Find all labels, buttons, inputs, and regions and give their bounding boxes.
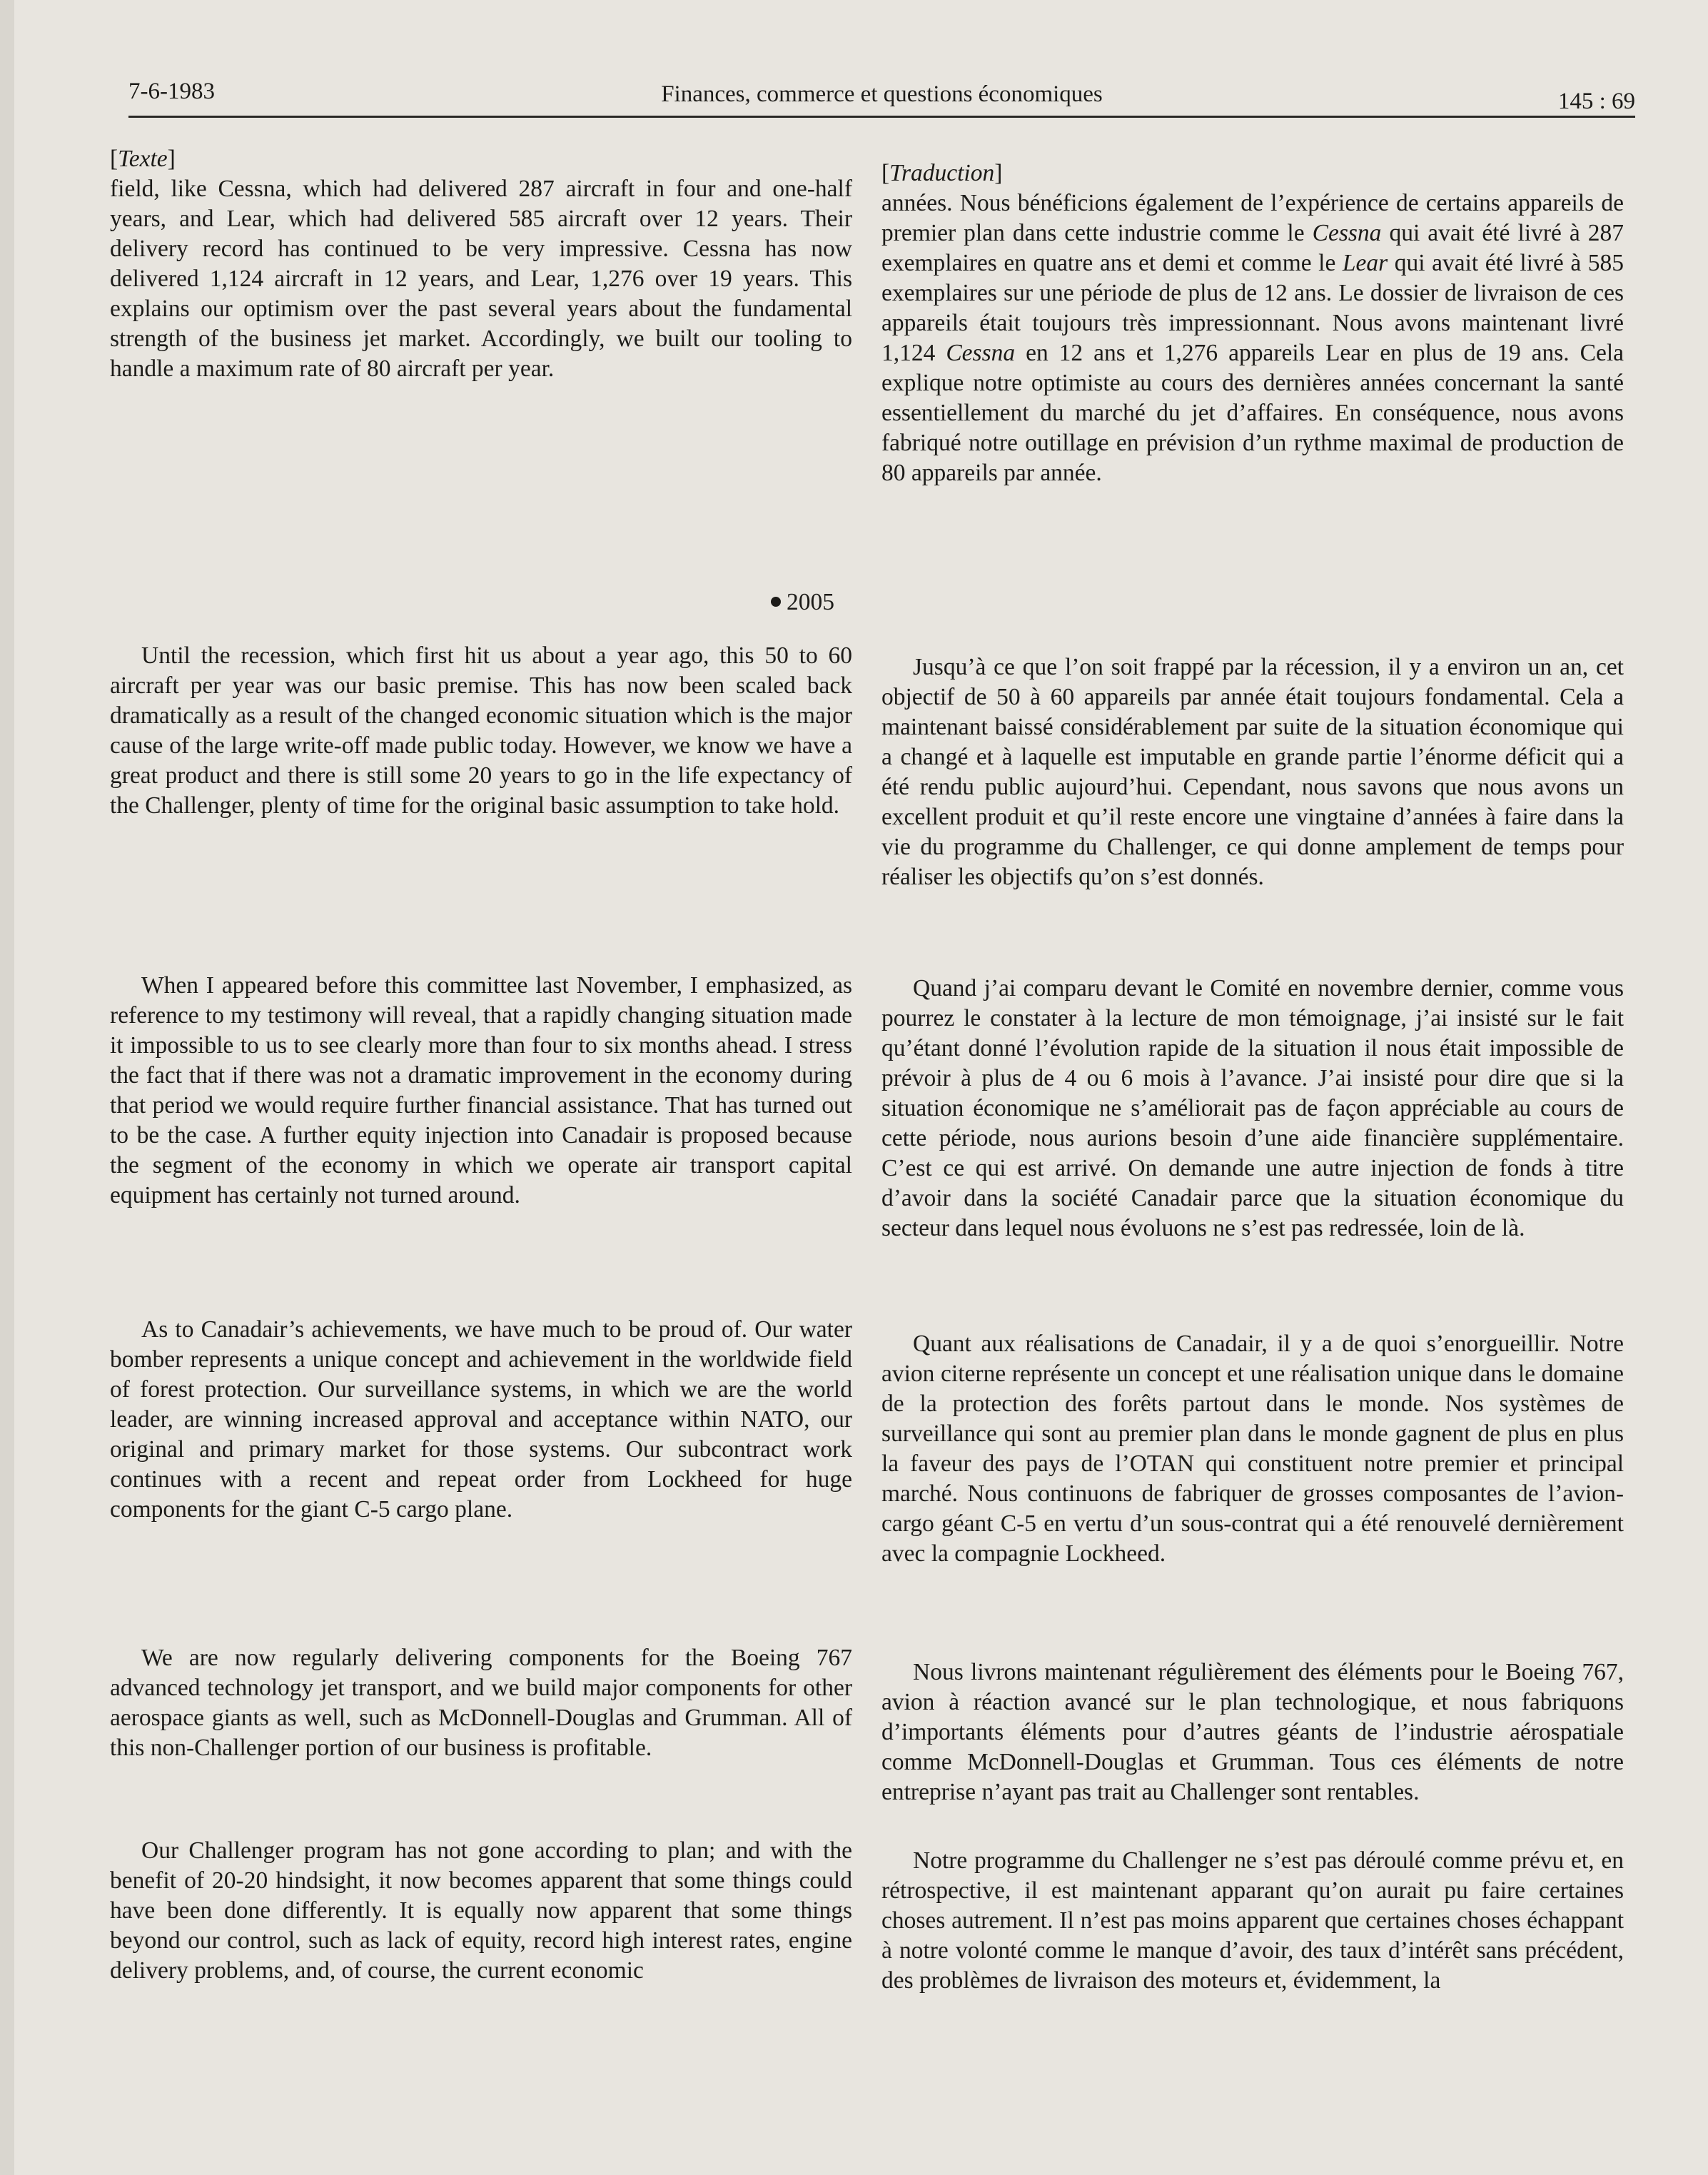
english-paragraph-1: field, like Cessna, which had delivered 287 aircraft in four and one-half years, and Lear, which had delivered 585 aircraft over 12 years. Their delivery record has continued to be very impressive. Cessna has now delivered 1,124 aircraft in 12 years, and Lear, 1,276 over 19 years. This explains our optimism over the past several years about the fundamental strength of the business jet market. Accordingly, we built our tooling to handle a maximum rate of 80 aircraft per year. — [110, 176, 852, 382]
english-paragraph-4: As to Canadair’s achievements, we have much to be proud of. Our water bomber represents a unique concept and achievement in the worldwide field of forest protection. Our surveillance systems, in which we are the world leader, are winning increased approval and acceptance within NATO, our original and primary market for those systems. Our subcontract work continues with a recent and repeat order from Lockheed for huge components for the giant C-5 cargo plane. — [110, 1316, 852, 1523]
french-column-3 — [881, 974, 1624, 1243]
header-title: Finances, commerce et questions économiques — [661, 81, 1103, 107]
english-label: [Texte] — [110, 146, 176, 172]
french-label: [Traduction] — [881, 160, 1003, 186]
header-date: 7-6-1983 — [128, 79, 215, 104]
french-column-5 — [881, 1657, 1624, 1807]
header-page-number: 145 : 69 — [1557, 89, 1635, 114]
french-paragraph-5: Nous livrons maintenant régulièrement des éléments pour le Boeing 767, avion à réaction avancé sur le plan technologique, et nous fabriquons d’importants éléments pour d’autres géants de l’industrie aérospatiale comme McDonnell-Douglas et Grumman. Tous ces éléments de notre entreprise n’ayant pas trait au Challenger sont rentables. — [881, 1659, 1624, 1805]
english-paragraph-5: We are now regularly delivering components for the Boeing 767 advanced technology jet transport, and we build major components for other aerospace giants as well, such as McDonnell-Douglas and Grumman. All of this non-Challenger portion of our business is profitable. — [110, 1645, 852, 1761]
french-column-2 — [881, 652, 1624, 892]
french-column — [881, 158, 1624, 488]
english-column-2 — [110, 641, 852, 821]
english-column-3 — [110, 971, 852, 1211]
document-page — [14, 0, 1708, 2175]
english-column-5 — [110, 1643, 852, 1763]
french-column-4 — [881, 1329, 1624, 1569]
french-paragraph-4: Quant aux réalisations de Canadair, il y a de quoi s’enorgueillir. Notre avion citerne représente un concept et une réalisation unique dans le domaine de la protection des forêts partout dans le monde. Nos systèmes de surveillance qui sont au premier plan dans le monde gagnent de plus en plus la faveur des pays de l’OTAN qui constituent notre premier et principal marché. Nous continuons de fabriquer de grosses composantes de l’avion-cargo géant C-5 en vertu d’un sous-contrat qui a été renouvelé dernièrement avec la compagnie Lockheed. — [881, 1331, 1624, 1567]
english-column-4 — [110, 1315, 852, 1525]
french-paragraph-6: Notre programme du Challenger ne s’est pas déroulé comme prévu et, en rétrospective, il est maintenant apparant qu’on aurait pu faire certaines choses autrement. Il n’est pas moins apparent que certaines choses échappant à notre volonté comme le manque d’avoir, des taux d’intérêt sans précédent, des problèmes de livraison des moteurs et, évidemment, la — [881, 1847, 1624, 1994]
french-column-6 — [881, 1846, 1624, 1996]
french-paragraph-2: Jusqu’à ce que l’on soit frappé par la récession, il y a environ un an, cet objectif de 50 à 60 appareils par année était toujours fondamental. Cela a maintenant baissé considérablement par suite de la situation économique qui a changé et à laquelle est imputable en grande partie l’énorme déficit qui a été rendu public aujourd’hui. Cependant, nous savons que nous avons un excellent produit et qu’il reste encore une vingtaine d’années à faire dans la vie du programme du Challenger, ce qui donne amplement de temps pour réaliser les objectifs qu’on s’est donnés. — [881, 654, 1624, 890]
english-column-6 — [110, 1836, 852, 1986]
french-paragraph-1: années. Nous bénéficions également de l’expérience de certains appareils de premier plan dans cette industrie comme le Cessna qui avait été livré à 287 exemplaires en quatre ans et demi et comme le Lear qui avait été livré à 585 exemplaires sur une période de plus de 12 ans. Le dossier de livraison de ces appareils était toujours très impressionnant. Nous avons maintenant livré 1,124 Cessna en 12 ans et 1,276 appareils Lear en plus de 19 ans. Cela explique notre optimiste au cours des dernières années concernant la santé essentiellement du marché du jet d’affaires. En conséquence, nous avons fabriqué notre outillage en prévision d’un rythme maximal de production de 80 appareils par année. — [881, 190, 1624, 486]
english-paragraph-3: When I appeared before this committee last November, I emphasized, as reference to my testimony will reveal, that a rapidly changing situation made it impossible to us to see clearly more than four to six months ahead. I stress the fact that if there was not a dramatic improvement in the economy during that period we would require further financial assistance. That has turned out to be the case. A further equity injection into Canadair is proposed because the segment of the economy in which we operate air transport capital equipment has certainly not turned around. — [110, 972, 852, 1208]
english-column — [110, 144, 852, 384]
french-paragraph-3: Quand j’ai comparu devant le Comité en novembre dernier, comme vous pourrez le constater à la lecture de mon témoignage, j’ai insisté sur le fait qu’étant donné l’évolution rapide de la situation il nous était impossible de prévoir à plus de 4 ou 6 mois à l’avance. J’ai insisté pour dire que si la situation économique ne s’améliorait pas de façon appréciable au cours de cette période, nous aurions besoin d’une aide financière supplémentaire. C’est ce qui est arrivé. On demande une autre injection de fonds à titre d’avoir dans la société Canadair parce que la situation économique du secteur dans lequel nous évoluons ne s’est pas redressée, loin de là. — [881, 975, 1624, 1241]
time-marker: 2005 — [771, 589, 834, 616]
english-paragraph-6: Our Challenger program has not gone according to plan; and with the benefit of 20-20 hindsight, it now becomes apparent that some things could have been done differently. It is equally now apparent that some things beyond our control, such as lack of equity, record high interest rates, engine delivery problems, and, of course, the current economic — [110, 1837, 852, 1984]
page-header — [128, 79, 1635, 118]
bullet-icon — [771, 597, 781, 607]
english-paragraph-2: Until the recession, which first hit us about a year ago, this 50 to 60 aircraft per year was our basic premise. This has now been scaled back dramatically as a result of the changed economic situation which is the major cause of the large write-off made public today. However, we know we have a great product and there is still some 20 years to go in the life expectancy of the Challenger, plenty of time for the original basic assumption to take hold. — [110, 642, 852, 819]
